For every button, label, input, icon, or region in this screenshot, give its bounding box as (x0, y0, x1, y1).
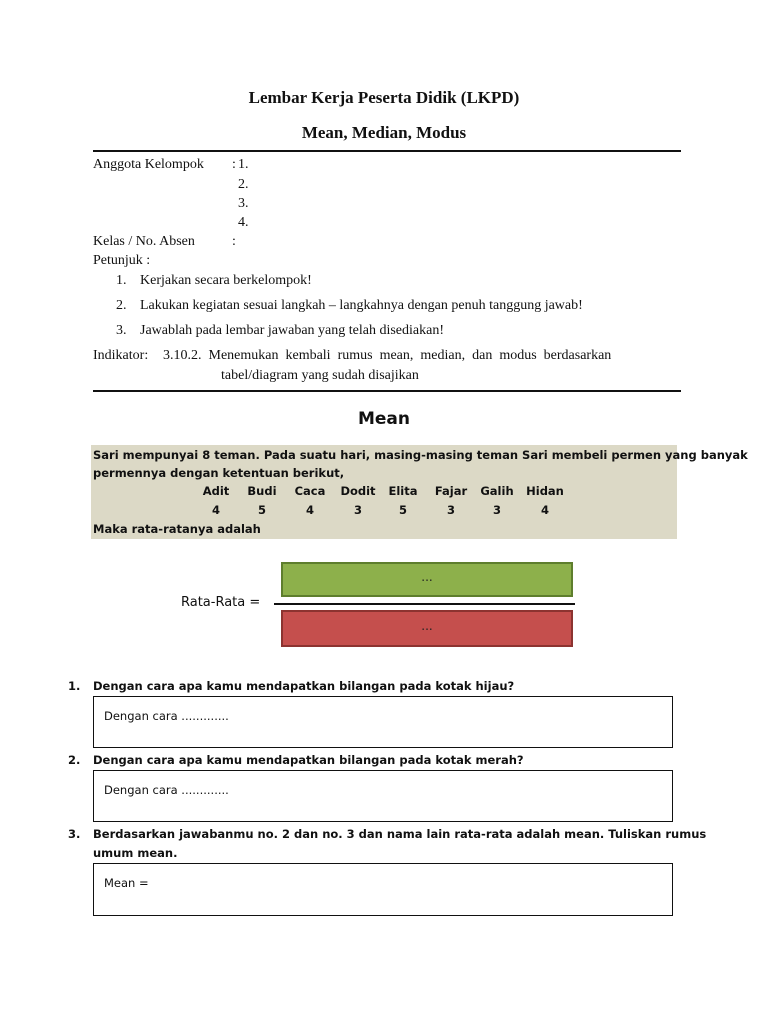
name-cell: Hidan (526, 484, 564, 498)
mean-heading: Mean (357, 409, 411, 429)
value-cell: 4 (211, 503, 220, 517)
member-2: 2. (238, 177, 249, 192)
page-subtitle: Mean, Median, Modus (301, 123, 467, 142)
kelas-label: Kelas / No. Absen (93, 234, 195, 249)
instruction-text-1: Kerjakan secara berkelompok! (140, 273, 312, 288)
indicator-label: Indikator: (93, 348, 149, 363)
instruction-num-3: 3. (116, 323, 127, 338)
indicator-line-2: tabel/diagram yang sudah disajikan (221, 368, 419, 383)
indicator-line-1: 3.10.2. Menemukan kembali rumus mean, median, dan modus berdasarkan (163, 348, 612, 363)
value-cell: 5 (257, 503, 266, 517)
name-cell: Elita (388, 484, 418, 498)
question-text-1: Dengan cara apa kamu mendapatkan bilangan pada kotak hijau? (93, 679, 515, 693)
value-cell: 3 (492, 503, 501, 517)
numerator-box[interactable] (281, 562, 573, 597)
answer-text-3: Mean = (104, 876, 149, 890)
header-divider (93, 150, 681, 152)
question-number-1: 1. (68, 679, 81, 693)
problem-line-2: permennya dengan ketentuan berikut, (93, 466, 345, 480)
indicator-divider (93, 390, 681, 392)
problem-conclusion: Maka rata-ratanya adalah (93, 522, 261, 536)
value-cell: 3 (353, 503, 362, 517)
question-text-3-line-1: Berdasarkan jawabanmu no. 2 dan no. 3 dan nama lain rata-rata adalah mean. Tuliskan rumus (93, 827, 707, 841)
numerator-placeholder: ... (421, 570, 433, 584)
question-text-2: Dengan cara apa kamu mendapatkan bilangan pada kotak merah? (93, 753, 524, 767)
question-number-3: 3. (68, 827, 81, 841)
page-title: Lembar Kerja Peserta Didik (LKPD) (248, 88, 520, 107)
formula-label: Rata-Rata = (181, 595, 261, 610)
denominator-placeholder: ... (421, 619, 433, 633)
member-3: 3. (238, 196, 249, 211)
kelas-colon: : (232, 234, 236, 249)
instructions-label: Petunjuk : (93, 253, 151, 268)
instruction-text-3: Jawablah pada lembar jawaban yang telah disediakan! (140, 323, 444, 338)
member-4: 4. (238, 215, 249, 230)
value-cell: 3 (446, 503, 455, 517)
name-cell: Budi (247, 484, 277, 498)
name-cell: Caca (294, 484, 326, 498)
instruction-num-1: 1. (116, 273, 127, 288)
name-cell: Galih (480, 484, 514, 498)
fraction-line (274, 603, 575, 605)
answer-box-2[interactable] (93, 770, 673, 822)
member-1: 1. (238, 157, 249, 172)
anggota-colon: : (232, 157, 236, 172)
question-number-2: 2. (68, 753, 81, 767)
problem-box (91, 445, 748, 539)
answer-text-2: Dengan cara ............. (104, 783, 229, 797)
instruction-num-2: 2. (116, 298, 127, 313)
answer-box-3[interactable] (93, 863, 673, 916)
answer-box-1[interactable] (93, 696, 673, 748)
value-cell: 4 (305, 503, 314, 517)
denominator-box[interactable] (281, 610, 573, 647)
answer-text-1: Dengan cara ............. (104, 709, 229, 723)
value-cell: 4 (540, 503, 549, 517)
name-cell: Adit (202, 484, 230, 498)
value-cell: 5 (398, 503, 407, 517)
name-cell: Fajar (434, 484, 468, 498)
instruction-text-2: Lakukan kegiatan sesuai langkah – langkahnya dengan penuh tanggung jawab! (140, 298, 583, 313)
anggota-label: Anggota Kelompok (93, 157, 204, 172)
name-cell: Dodit (340, 484, 376, 498)
problem-line-1: Sari mempunyai 8 teman. Pada suatu hari, masing-masing teman Sari membeli permen yang banyak (93, 448, 748, 462)
question-text-3-line-2: umum mean. (93, 846, 178, 860)
